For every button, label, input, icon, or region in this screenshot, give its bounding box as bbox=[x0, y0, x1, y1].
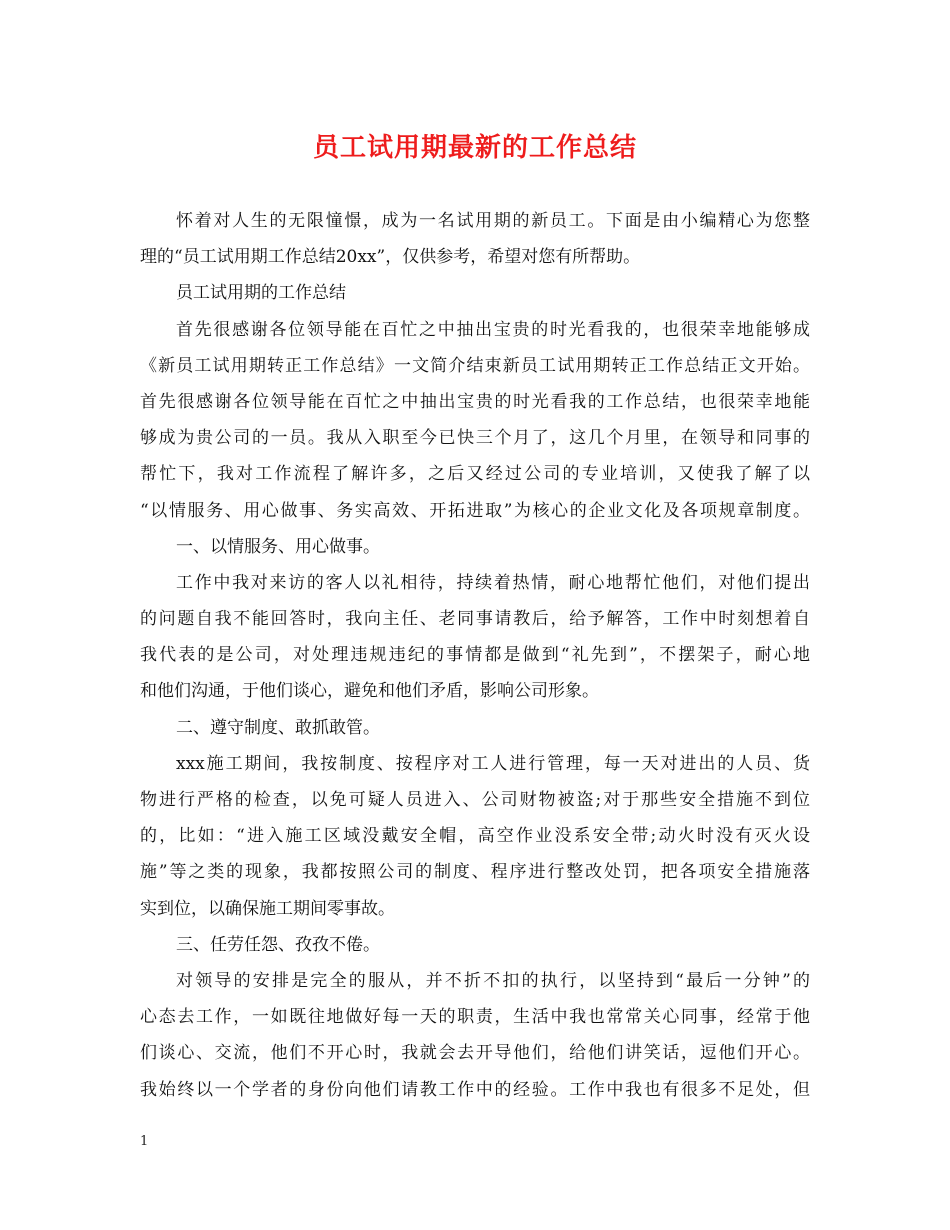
document-body bbox=[140, 203, 810, 1108]
text-line: 我代表的是公司，对处理违规违纪的事情都是做到“礼先到”，不摆架子，耐心地 bbox=[140, 645, 810, 666]
document-title: 员工试用期最新的工作总结 bbox=[312, 133, 637, 163]
text-line: 们谈心、交流，他们不开心时，我就会去开导他们，给他们讲笑话，逗他们开心。 bbox=[140, 1043, 810, 1064]
text-line: 的问题自我不能回答时，我向主任、老同事请教后，给予解答，工作中时刻想着自 bbox=[140, 609, 810, 630]
text-line: 二、遵守制度、敢抓敢管。 bbox=[176, 717, 380, 738]
text-line: 心态去工作，一如既往地做好每一天的职责，生活中我也常常关心同事，经常于他 bbox=[140, 1007, 810, 1028]
text-line: 怀着对人生的无限憧憬，成为一名试用期的新员工。下面是由小编精心为您整 bbox=[176, 211, 810, 231]
text-line: xxx施工期间，我按制度、按程序对工人进行管理，每一天对进出的人员、货 bbox=[176, 753, 810, 774]
text-line: 够成为贵公司的一员。我从入职至今已快三个月了，这几个月里，在领导和同事的 bbox=[140, 428, 810, 449]
text-line: 《新员工试用期转正工作总结》一文简介结束新员工试用期转正工作总结正文开始。 bbox=[140, 355, 810, 376]
text-line: 和他们沟通，于他们谈心，避免和他们矛盾，影响公司形象。 bbox=[140, 681, 599, 702]
text-line: 对领导的安排是完全的服从，并不折不扣的执行，以坚持到“最后一分钟”的 bbox=[176, 970, 810, 991]
text-line: 首先很感谢各位领导能在百忙之中抽出宝贵的时光看我的，也很荣幸地能够成 bbox=[176, 319, 810, 340]
page-number: 1 bbox=[140, 1134, 149, 1149]
text-line: 实到位，以确保施工期间零事故。 bbox=[140, 898, 395, 919]
text-line: “以情服务、用心做事、务实高效、开拓进取”为核心的企业文化及各项规章制度。 bbox=[140, 500, 810, 521]
text-line: 一、以情服务、用心做事。 bbox=[176, 536, 380, 557]
text-line: 工作中我对来访的客人以礼相待，持续着热情，耐心地帮忙他们，对他们提出 bbox=[176, 572, 810, 593]
text-line: 的，比如：“进入施工区域没戴安全帽，高空作业没系安全带;动火时没有灭火设 bbox=[140, 826, 810, 847]
text-line: 首先很感谢各位领导能在百忙之中抽出宝贵的时光看我的工作总结，也很荣幸地能 bbox=[140, 391, 810, 412]
text-line: 理的“员工试用期工作总结20xx”，仅供参考，希望对您有所帮助。 bbox=[140, 247, 641, 268]
text-line: 帮忙下，我对工作流程了解许多，之后又经过公司的专业培训，又使我了解了以 bbox=[140, 464, 810, 485]
text-line: 施”等之类的现象，我都按照公司的制度、程序进行整改处罚，把各项安全措施落 bbox=[140, 862, 810, 883]
text-line: 三、任劳任怨、孜孜不倦。 bbox=[176, 934, 380, 955]
text-line: 我始终以一个学者的身份向他们请教工作中的经验。工作中我也有很多不足处，但 bbox=[140, 1079, 810, 1100]
text-line: 物进行严格的检查，以免可疑人员进入、公司财物被盗;对于那些安全措施不到位 bbox=[140, 790, 810, 810]
text-line: 员工试用期的工作总结 bbox=[176, 283, 346, 304]
